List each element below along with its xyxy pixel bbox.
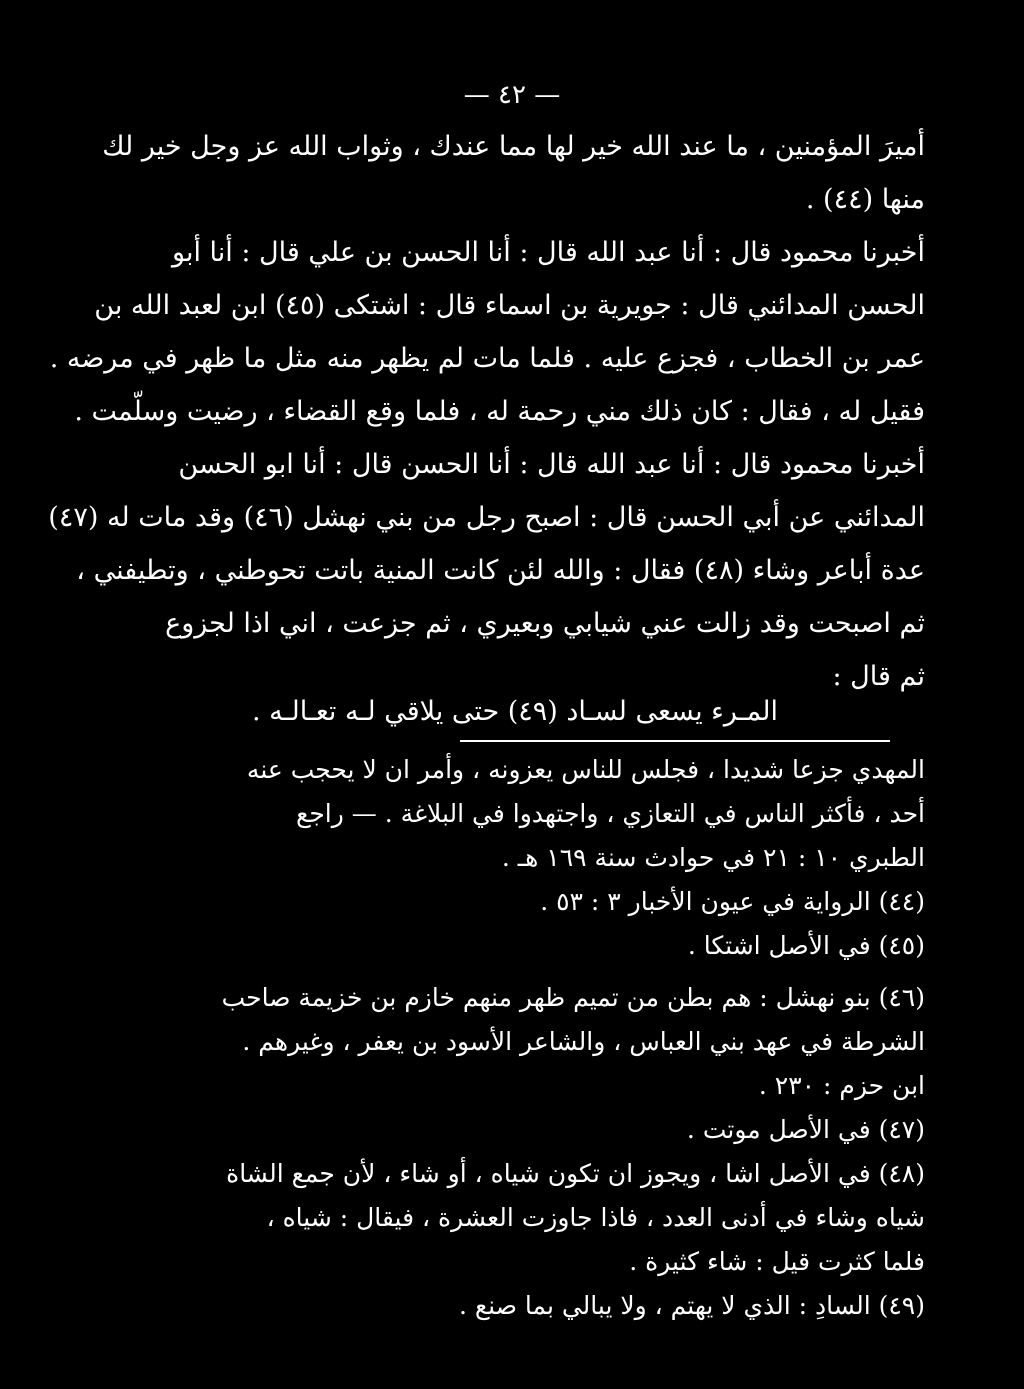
text-line: ثم قال : <box>832 661 925 692</box>
footnote-line: (٤٨) في الأصل اشا ، ويجوز ان تكون شياه ، أو شاء ، لأن جمع الشاة <box>226 1159 925 1188</box>
footnote-line: (٤٧) في الأصل موتت . <box>686 1115 925 1144</box>
footnote-line: ابن حزم : ٢٣٠ . <box>758 1071 925 1100</box>
text-line: منها (٤٤) . <box>805 184 925 215</box>
text-line: أخبرنا محمود قال : أنا عبد الله قال : أنا الحسن قال : أنا ابو الحسن <box>178 449 925 480</box>
footnote-line: (٤٩) السادِ : الذي لا يهتم ، ولا يبالي بما صنع . <box>458 1291 925 1320</box>
text-line: ثم اصبحت وقد زالت عني شيابي وبعيري ، ثم جزعت ، اني اذا لجزوع <box>165 608 925 639</box>
footnote-line: أحد ، فأكثر الناس في التعازي ، واجتهدوا في البلاغة . — راجع <box>296 799 925 828</box>
footnote-line: (٤٦) بنو نهشل : هم بطن من تميم ظهر منهم خازم بن خزيمة صاحب <box>221 983 925 1012</box>
text-line: فقيل له ، فقال : كان ذلك مني رحمة له ، فلما وقع القضاء ، رضيت وسلّمت . <box>74 396 925 427</box>
footnotes <box>105 748 925 1328</box>
footnote-divider <box>460 740 890 742</box>
page-number: — ٤٢ — <box>463 80 561 110</box>
footnote-line: الطبري ١٠ : ٢١ في حوادث سنة ١٦٩ هـ . <box>501 843 925 872</box>
poem-verse: المـرء يسعى لسـاد (٤٩) حتى يلاقي لـه تعـالـه . <box>251 696 779 727</box>
footnote-line: فلما كثرت قيل : شاء كثيرة . <box>629 1247 925 1276</box>
text-line: المدائني عن أبي الحسن قال : اصبح رجل من بني نهشل (٤٦) وقد مات له (٤٧) <box>48 502 925 533</box>
text-line: عمر بن الخطاب ، فجزع عليه . فلما مات لم يظهر منه مثل ما ظهر في مرضه . <box>49 343 925 374</box>
text-line: عدة أباعر وشاء (٤٨) فقال : والله لئن كانت المنية باتت تحوطني ، وتطيفني ، <box>76 555 925 586</box>
footnote-line: المهدي جزعا شديدا ، فجلس للناس يعزونه ، وأمر ان لا يحجب عنه <box>246 755 925 784</box>
footnote-line: الشرطة في عهد بني العباس ، والشاعر الأسود بن يعفر ، وغيرهم . <box>242 1027 925 1056</box>
footnote-line: شياه وشاء في أدنى العدد ، فاذا جاوزت العشرة ، فيقال : شياه ، <box>266 1203 925 1232</box>
text-line: أميرَ المؤمنين ، ما عند الله خير لها مما عندك ، وثواب الله عز وجل خير لك <box>102 131 925 162</box>
main-text <box>48 120 925 703</box>
text-line: الحسن المدائني قال : جويرية بن اسماء قال : اشتكى (٤٥) ابن لعبد الله بن <box>94 290 925 321</box>
footnote-line: (٤٥) في الأصل اشتكا . <box>687 931 925 960</box>
footnote-line: (٤٤) الرواية في عيون الأخبار ٣ : ٥٣ . <box>540 887 925 916</box>
text-line: أخبرنا محمود قال : أنا عبد الله قال : أنا الحسن بن علي قال : أنا أبو <box>172 237 925 268</box>
